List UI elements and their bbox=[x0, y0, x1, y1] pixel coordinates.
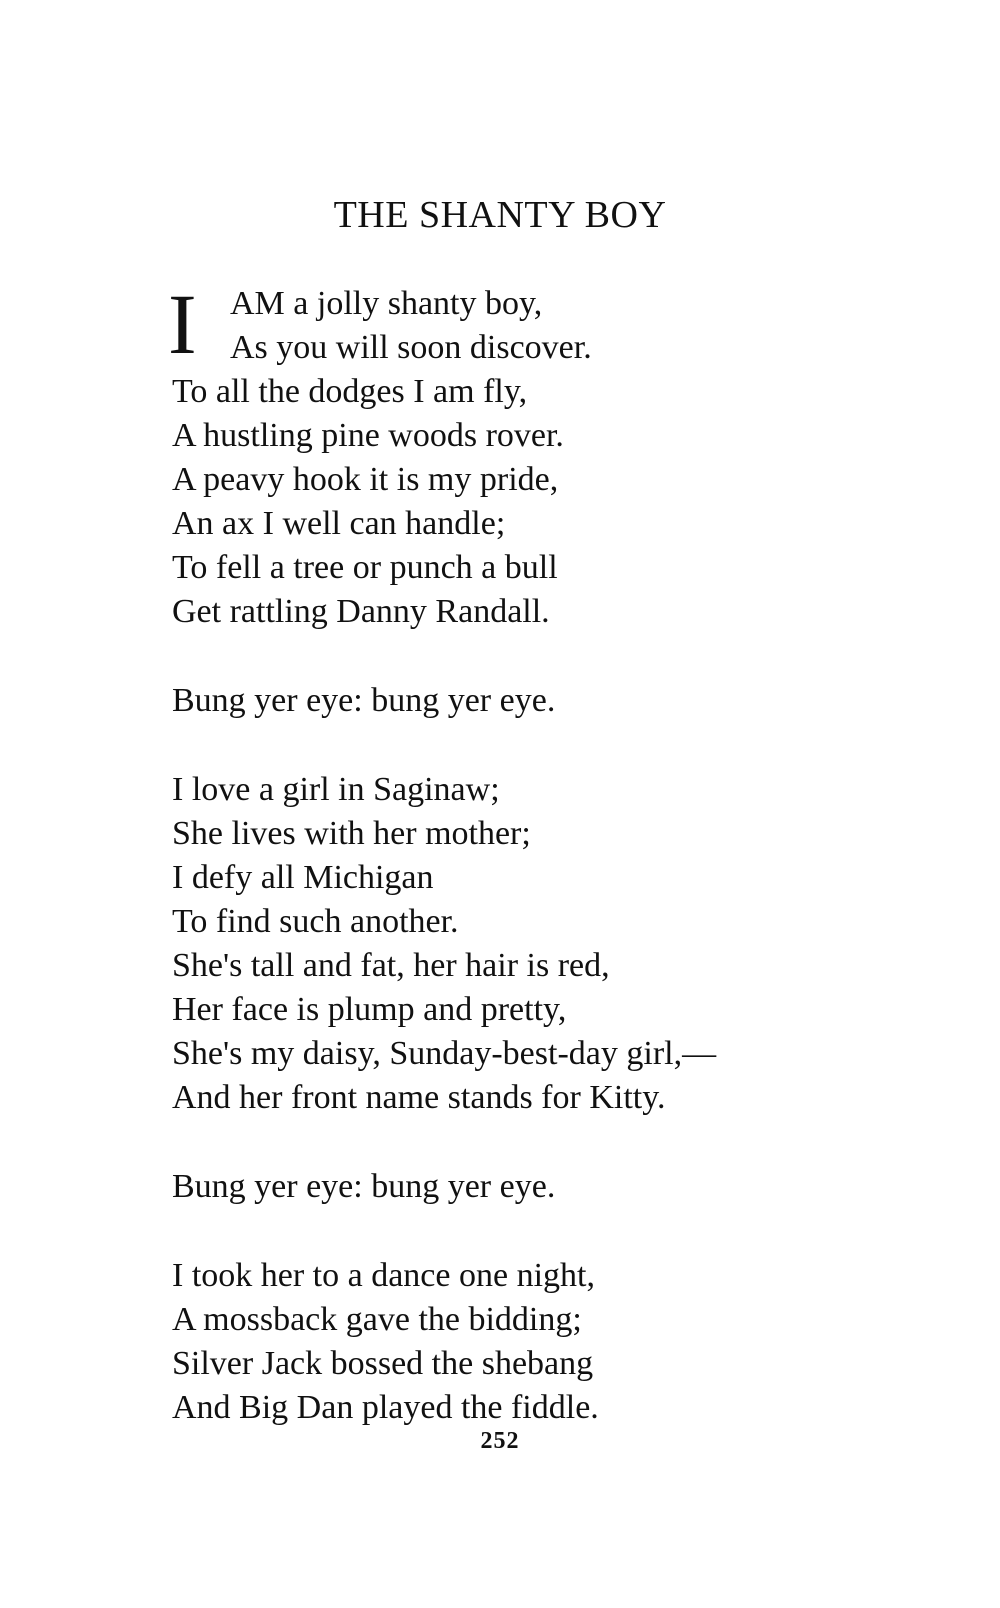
refrain: Bung yer eye: bung yer eye. bbox=[172, 1168, 556, 1205]
poem-line: An ax I well can handle; bbox=[172, 505, 506, 542]
poem-line: And her front name stands for Kitty. bbox=[172, 1079, 666, 1116]
stanza-3 bbox=[172, 1254, 952, 1430]
poem-line: And Big Dan played the fiddle. bbox=[172, 1389, 599, 1426]
page-number: 252 bbox=[480, 1428, 520, 1454]
poem-line: I took her to a dance one night, bbox=[172, 1257, 595, 1294]
poem-line: To fell a tree or punch a bull bbox=[172, 549, 558, 586]
poem-line: Get rattling Danny Randall. bbox=[172, 593, 550, 630]
poem-title: THE SHANTY BOY bbox=[333, 194, 667, 236]
stanza-1 bbox=[168, 276, 952, 634]
poem-line: She lives with her mother; bbox=[172, 815, 531, 852]
poem-line: She's my daisy, Sunday-best-day girl,— bbox=[172, 1035, 717, 1072]
poem-line: Silver Jack bossed the shebang bbox=[172, 1345, 594, 1382]
refrain: Bung yer eye: bung yer eye. bbox=[172, 682, 556, 719]
poem-line: A peavy hook it is my pride, bbox=[172, 461, 559, 498]
stanza-2 bbox=[172, 768, 952, 1120]
poem-line: A hustling pine woods rover. bbox=[172, 417, 564, 454]
poem-line: To all the dodges I am fly, bbox=[172, 373, 528, 410]
poem-line: AM a jolly shanty boy, bbox=[230, 285, 543, 322]
poem-line: To find such another. bbox=[172, 903, 459, 940]
poem-line: I love a girl in Saginaw; bbox=[172, 771, 500, 808]
poem-line: She's tall and fat, her hair is red, bbox=[172, 947, 610, 984]
poem-line: Her face is plump and pretty, bbox=[172, 991, 567, 1028]
poem-line: A mossback gave the bidding; bbox=[172, 1301, 582, 1338]
poem-body bbox=[168, 276, 952, 1430]
poem-line: As you will soon discover. bbox=[230, 329, 592, 366]
drop-cap: I bbox=[168, 276, 197, 372]
poem-line: I defy all Michigan bbox=[172, 859, 434, 896]
